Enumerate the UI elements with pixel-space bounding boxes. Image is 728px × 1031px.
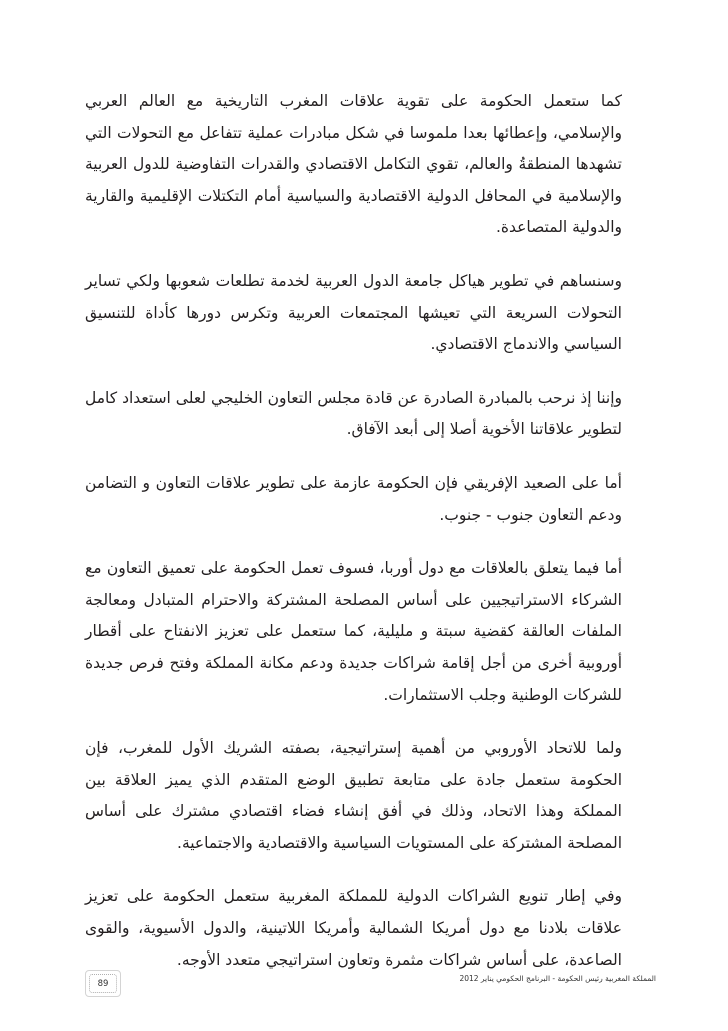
paragraph-africa: أما على الصعيد الإفريقي فإن الحكومة عازمة على تطوير علاقات التعاون و التضامن ودعم التعاون جنوب - جنوب. (85, 473, 622, 524)
page-number-box (85, 970, 121, 997)
footer-running-title: المملكة المغربية رئيس الحكومة - البرنامج الحكومي يناير 2012 (459, 974, 656, 983)
paragraph-european-union: ولما للاتحاد الأوروبي من أهمية إستراتيجية، بصفته الشريك الأول للمغرب، فإن الحكومة ستعمل جادة على متابعة تطبيق الوضع المتقدم الذي يميز العلاقة بين المملكة وهذا الاتحاد، وذلك في أفق إنشاء فضاء اقتصادي مشترك على أساس المصلحة المشتركة على المستويات السياسية والاقتصادية والاجتماعية. (85, 739, 622, 852)
paragraph-arab-islamic-relations: كما ستعمل الحكومة على تقوية علاقات المغرب التاريخية مع العالم العربي والإسلامي، وإعطائها بعدا ملموسا في شكل مبادرات عملية تتفاعل مع التحولات التي تشهدها المنطقةُ والعالم، تقوي التكامل الاقتصادي والقدرات التفاوضية للدول العربية والإسلامية في المحافل الدولية الاقتصادية والسياسية أمام التكتلات الإقليمية والقارية والدولية المتصاعدة. (85, 92, 622, 237)
body-text (85, 86, 642, 998)
paragraph-international-partnerships: وفي إطار تنويع الشراكات الدولية للمملكة المغربية ستعمل الحكومة على تعزيز علاقات بلادنا مع دول أمريكا الشمالية وأمريكا اللاتينية، والدول الأسيوية، والقوى الصاعدة، على أساس شراكات مثمرة وتعاون استراتيجي متعدد الأوجه. (85, 887, 622, 969)
page-footer (0, 962, 728, 998)
paragraph-arab-league: وسنساهم في تطوير هياكل جامعة الدول العربية لخدمة تطلعات شعوبها ولكي تساير التحولات السريعة التي تعيشها المجتمعات العربية وتكرس دورها كأداة للتنسيق السياسي والاندماج الاقتصادي. (85, 271, 622, 354)
paragraph-gulf-council: وإننا إذ نرحب بالمبادرة الصادرة عن قادة مجلس التعاون الخليجي لعلى استعداد كامل لتطوير علاقاتنا الأخوية أصلا إلى أبعد الآفاق. (85, 388, 622, 439)
paragraph-europe: أما فيما يتعلق بالعلاقات مع دول أوربا، فسوف تعمل الحكومة على تعميق التعاون مع الشركاء الاستراتيجيين على أساس المصلحة المشتركة والاحترام المتبادل ومعالجة الملفات العالقة كقضية سبتة و مليلية، كما ستعمل على تعزيز الانفتاح على أقطار أوروبية أخرى من أجل إقامة شراكات جديدة ودعم مكانة المملكة وفتح فرص جديدة للشركات الوطنية وجلب الاستثمارات. (85, 559, 622, 704)
page-number: 89 (89, 974, 117, 993)
